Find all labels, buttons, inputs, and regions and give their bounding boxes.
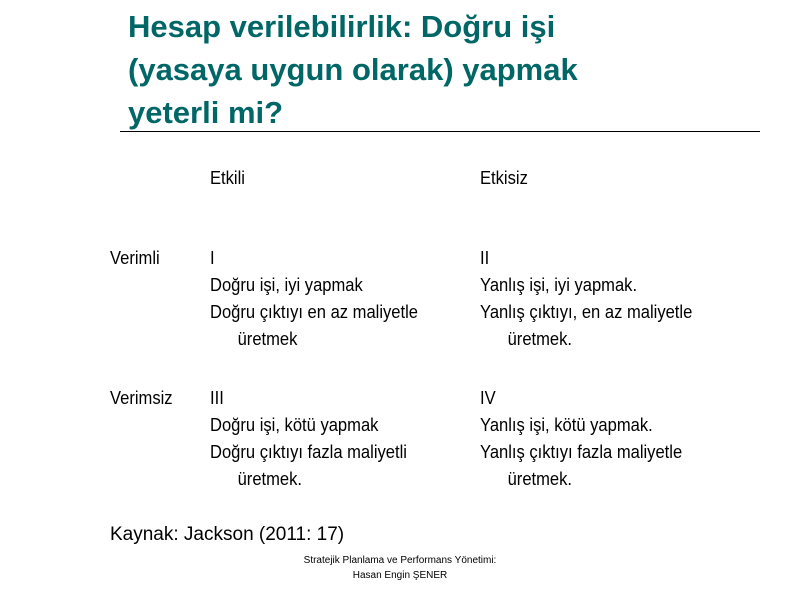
quadrant-iv — [480, 385, 682, 493]
column-header-etkisiz: Etkisiz — [480, 168, 528, 188]
quadrant-line: üretmek. — [507, 469, 573, 489]
quadrant-line: Doğru işi, iyi yapmak — [210, 275, 363, 295]
column-header-etkili: Etkili — [210, 168, 245, 188]
quadrant-numeral: II — [480, 248, 490, 268]
quadrant-numeral: IV — [480, 388, 496, 408]
quadrant-line: Doğru işi, kötü yapmak — [210, 415, 379, 435]
row-header-verimsiz: Verimsiz — [110, 388, 173, 408]
quadrant-line: Yanlış işi, kötü yapmak. — [480, 415, 653, 435]
quadrant-line: Yanlış çıktıyı, en az maliyetle — [480, 302, 693, 322]
quadrant-ii — [480, 245, 692, 353]
title-line: (yasaya uygun olarak) yapmak — [128, 52, 578, 87]
title-underline — [120, 131, 760, 132]
source-citation: Kaynak: Jackson (2011: 17) — [110, 524, 345, 545]
quadrant-line: Yanlış işi, iyi yapmak. — [480, 275, 638, 295]
title-line: Hesap verilebilirlik: Doğru işi — [128, 9, 556, 44]
title-line: yeterli mi? — [128, 95, 284, 130]
quadrant-i — [210, 245, 418, 353]
quadrant-line: üretmek. — [507, 329, 573, 349]
quadrant-iii — [210, 385, 407, 493]
footer-line: Stratejik Planlama ve Performans Yönetimi: — [303, 555, 497, 566]
row-header-verimli: Verimli — [110, 248, 160, 268]
quadrant-line: Yanlış çıktıyı fazla maliyetle — [480, 442, 683, 462]
quadrant-line: Doğru çıktıyı en az maliyetle — [210, 302, 419, 322]
quadrant-line: üretmek — [237, 329, 298, 349]
footer-line: Hasan Engin ŞENER — [352, 570, 448, 581]
slide-title — [128, 5, 768, 134]
slide-footer — [250, 553, 550, 583]
quadrant-line: üretmek. — [237, 469, 303, 489]
quadrant-numeral: III — [210, 388, 224, 408]
quadrant-numeral: I — [210, 248, 215, 268]
quadrant-line: Doğru çıktıyı fazla maliyetli — [210, 442, 407, 462]
